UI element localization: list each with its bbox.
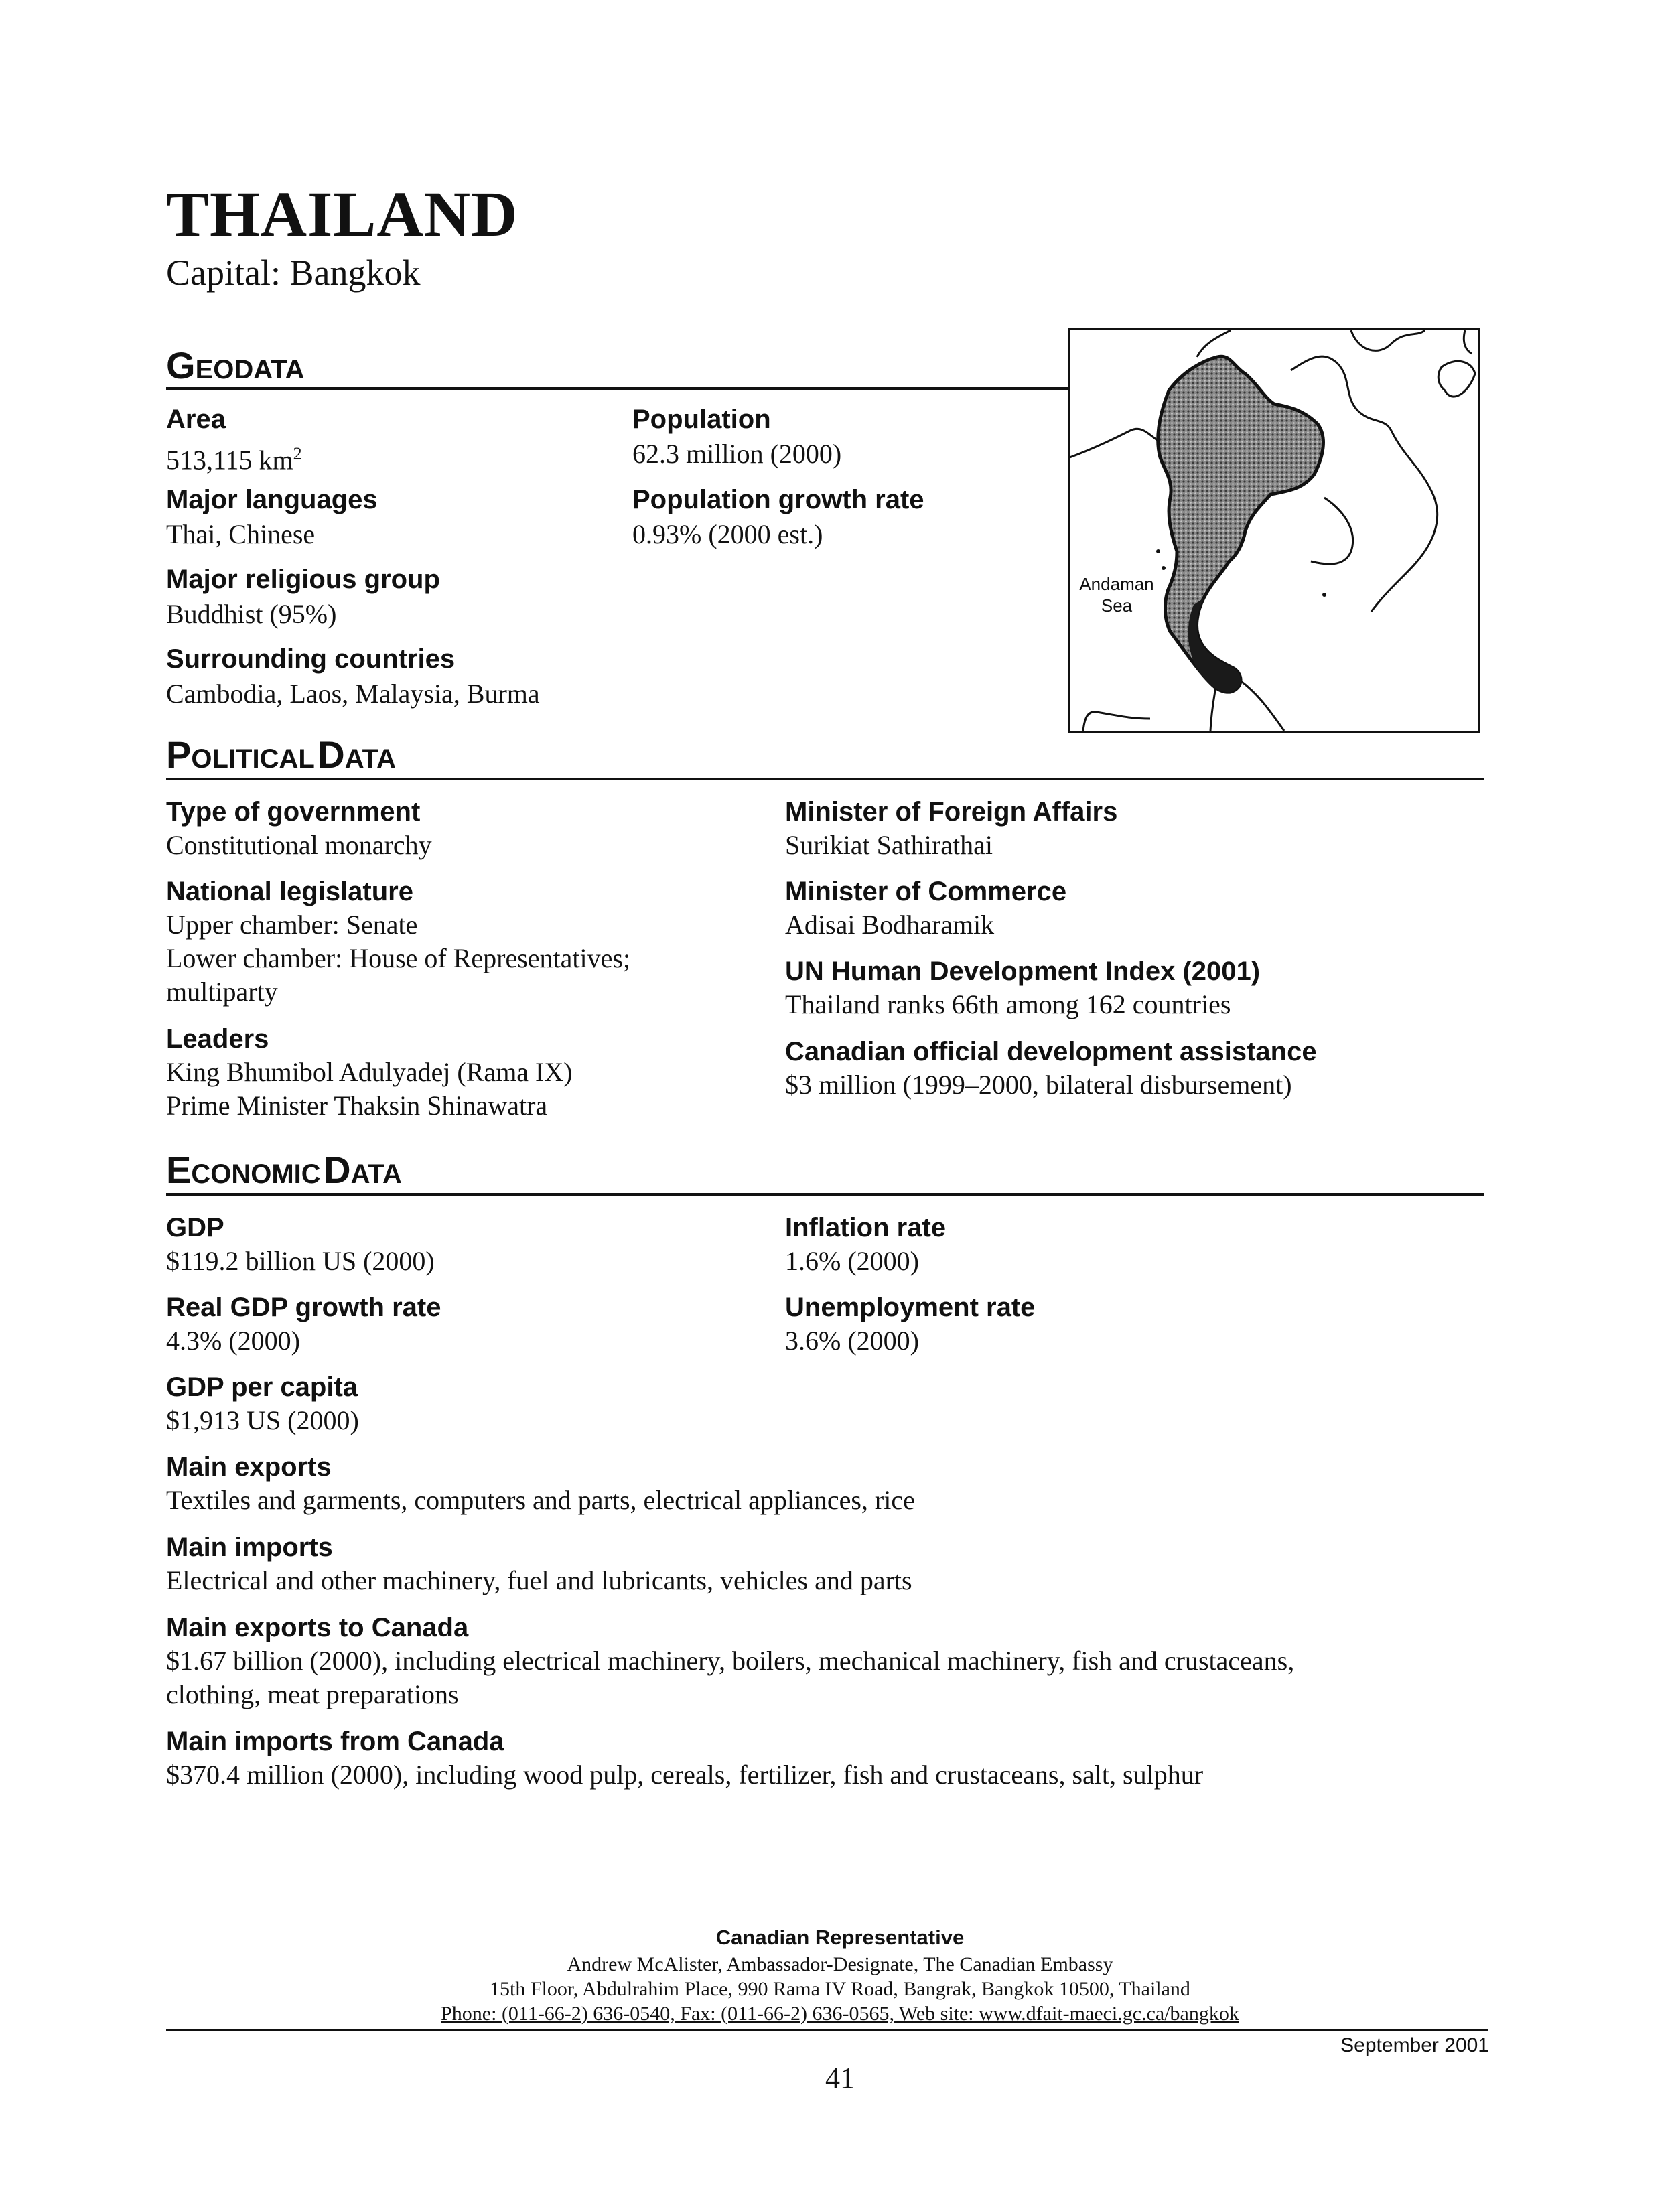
capital-subtitle: Capital: Bangkok — [166, 253, 421, 293]
area-label: Area — [166, 405, 226, 434]
leaders-label: Leaders — [166, 1024, 269, 1054]
imports-from-canada-label: Main imports from Canada — [166, 1727, 504, 1756]
inflation-label: Inflation rate — [785, 1213, 947, 1242]
surrounding-label: Surrounding countries — [166, 644, 456, 674]
population-value: 62.3 million (2000) — [632, 439, 842, 469]
legislature-label: National legislature — [166, 877, 413, 906]
geodata-rule — [166, 387, 1069, 390]
political-data-heading: POLITICAL DATA — [166, 733, 396, 776]
foreign-minister-value: Surikiat Sathirathai — [785, 830, 993, 860]
gdp-per-capita-value: $1,913 US (2000) — [166, 1405, 359, 1435]
oda-value: $3 million (1999–2000, bilateral disbursement) — [785, 1070, 1292, 1100]
thailand-map — [1068, 328, 1480, 733]
region-map-graphic — [1070, 330, 1478, 731]
languages-label: Major languages — [166, 485, 378, 514]
publication-date: September 2001 — [1340, 2034, 1489, 2056]
andaman-sea-label: Andaman Sea — [1079, 574, 1154, 616]
gdp-per-capita-label: GDP per capita — [166, 1372, 358, 1402]
religion-label: Major religious group — [166, 565, 440, 594]
unemployment-label: Unemployment rate — [785, 1293, 1036, 1322]
geodata-heading: GEODATA — [166, 344, 305, 386]
leaders-line-1: King Bhumibol Adulyadej (Rama IX) — [166, 1057, 573, 1087]
economic-rule — [166, 1193, 1484, 1196]
economic-data-heading: ECONOMIC DATA — [166, 1149, 402, 1191]
main-exports-value: Textiles and garments, computers and parts, electrical appliances, rice — [166, 1485, 915, 1515]
imports-from-canada-value: $370.4 million (2000), including wood pulp, cereals, fertilizer, fish and crustaceans, salt, sulphur — [166, 1760, 1204, 1790]
gdp-label: GDP — [166, 1213, 224, 1242]
exports-to-canada-line-2: clothing, meat preparations — [166, 1679, 459, 1709]
main-imports-label: Main imports — [166, 1533, 333, 1562]
commerce-minister-value: Adisai Bodharamik — [785, 910, 995, 940]
inflation-value: 1.6% (2000) — [785, 1246, 919, 1276]
population-label: Population — [632, 405, 771, 434]
real-gdp-growth-label: Real GDP growth rate — [166, 1293, 441, 1322]
legislature-line-2: Lower chamber: House of Representatives; — [166, 943, 631, 973]
canadian-representative-heading: Canadian Representative — [715, 1926, 965, 1949]
surrounding-value: Cambodia, Laos, Malaysia, Burma — [166, 679, 540, 709]
growth-value: 0.93% (2000 est.) — [632, 519, 823, 549]
footer-rule — [166, 2029, 1488, 2031]
foreign-minister-label: Minister of Foreign Affairs — [785, 797, 1118, 827]
government-value: Constitutional monarchy — [166, 830, 432, 860]
government-label: Type of government — [166, 797, 421, 827]
hdi-label: UN Human Development Index (2001) — [785, 956, 1261, 986]
languages-value: Thai, Chinese — [166, 519, 316, 549]
representative-line-1: Andrew McAlister, Ambassador-Designate, The Canadian Embassy — [567, 1953, 1113, 1975]
main-exports-label: Main exports — [166, 1452, 332, 1482]
representative-line-2: 15th Floor, Abdulrahim Place, 990 Rama IV Road, Bangrak, Bangkok 10500, Thailand — [490, 1978, 1190, 2000]
legislature-line-1: Upper chamber: Senate — [166, 910, 418, 940]
main-imports-value: Electrical and other machinery, fuel and lubricants, vehicles and parts — [166, 1565, 912, 1595]
page-number: 41 — [825, 2062, 855, 2094]
growth-label: Population growth rate — [632, 485, 924, 514]
unemployment-value: 3.6% (2000) — [785, 1326, 919, 1356]
religion-value: Buddhist (95%) — [166, 599, 337, 629]
real-gdp-growth-value: 4.3% (2000) — [166, 1326, 300, 1356]
hdi-value: Thailand ranks 66th among 162 countries — [785, 989, 1231, 1019]
leaders-line-2: Prime Minister Thaksin Shinawatra — [166, 1090, 548, 1121]
legislature-line-3: multiparty — [166, 977, 278, 1007]
exports-to-canada-line-1: $1.67 billion (2000), including electrical machinery, boilers, mechanical machinery, fish and crustaceans, — [166, 1646, 1295, 1676]
representative-line-3: Phone: (011-66-2) 636-0540, Fax: (011-66-2) 636-0565, Web site: www.dfait-maeci.gc.ca/bangkok — [441, 2003, 1239, 2025]
commerce-minister-label: Minister of Commerce — [785, 877, 1067, 906]
gdp-value: $119.2 billion US (2000) — [166, 1246, 435, 1276]
page-title: THAILAND — [166, 178, 518, 250]
area-value: 513,115 $km^2$ — [166, 444, 302, 476]
political-rule — [166, 778, 1484, 780]
exports-to-canada-label: Main exports to Canada — [166, 1613, 469, 1642]
oda-label: Canadian official development assistance — [785, 1037, 1317, 1066]
